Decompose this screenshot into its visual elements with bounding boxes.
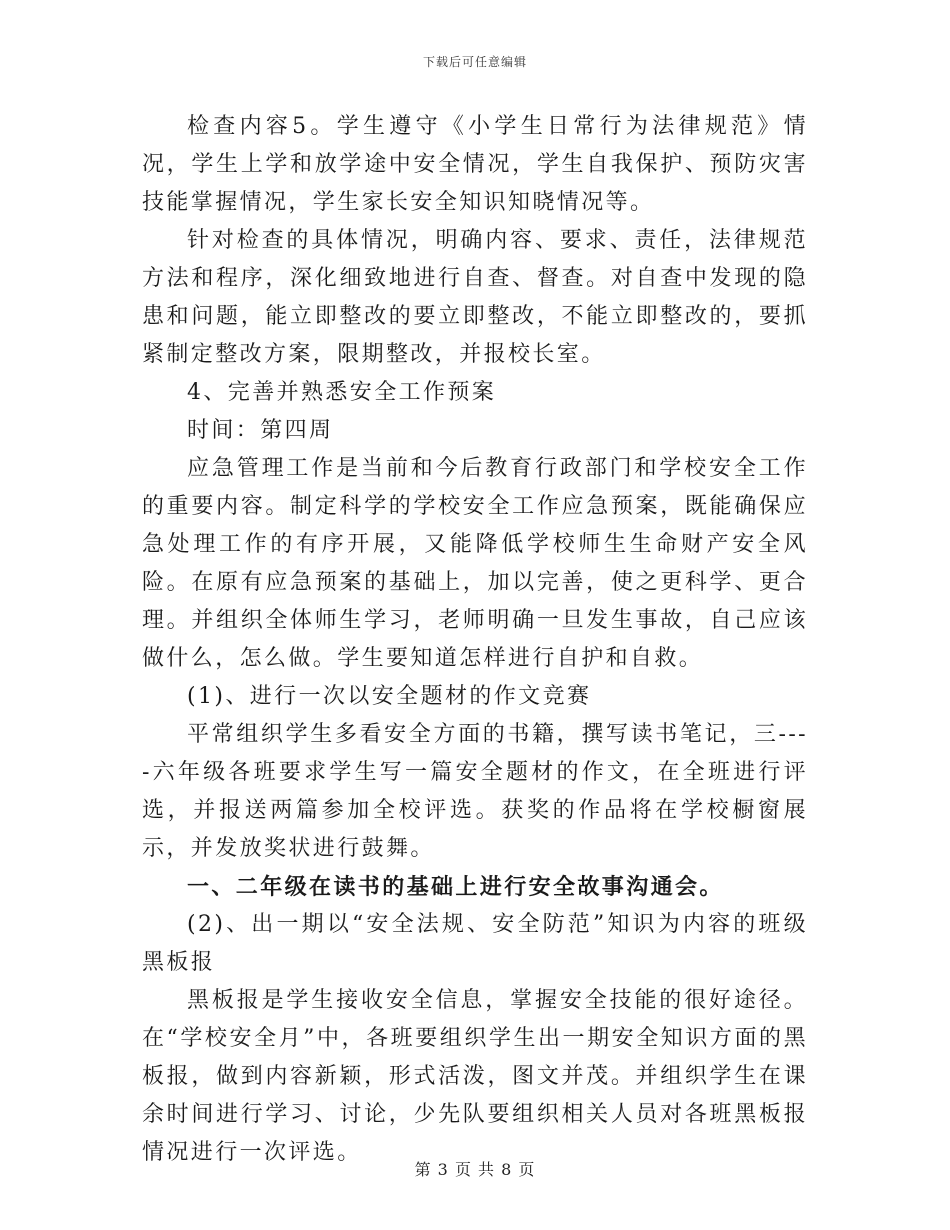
heading-essay-contest: (1)、进行一次以安全题材的作文竞赛: [187, 684, 592, 709]
header-note: 下载后可任意编辑: [422, 55, 527, 69]
paragraph-self-inspection: 针对检查的具体情况，明确内容、要求、责任，法律规范方法和程序，深化细致地进行自查、督查。对自查中发现的隐患和问题，能立即整改的要立即整改，不能立即整改的，要抓紧制定整改方案，限期整改，并报校长室。: [142, 228, 808, 367]
heading-emergency-plan: 4、完善并熟悉安全工作预案: [187, 380, 497, 405]
page-number: 第 3 页 共 8 页: [414, 1160, 536, 1179]
paragraph-reading-notes: 平常组织学生多看安全方面的书籍，撰写读书笔记，三----六年级各班要求学生写一篇安全题材的作文，在全班进行评选，并报送两篇参加全校评选。获奖的作品将在学校橱窗展示，并发放奖状进行鼓舞。: [142, 722, 808, 861]
paragraph-story-meeting: 一、二年级在读书的基础上进行安全故事沟通会。: [187, 874, 724, 900]
paragraph-emergency-management: 应急管理工作是当前和今后教育行政部门和学校安全工作的重要内容。制定科学的学校安全工作应急预案，既能确保应急处理工作的有序开展，又能降低学校师生生命财产安全风险。在原有应急预案的基础上，加以完善，使之更科学、更合理。并组织全体师生学习，老师明确一旦发生事故，自己应该做什么，怎么做。学生要知道怎样进行自护和自救。: [142, 456, 808, 671]
paragraph-inspection-content: 检查内容5。学生遵守《小学生日常行为法律规范》情况，学生上学和放学途中安全情况，学生自我保护、预防灾害技能掌握情况，学生家长安全知识知晓情况等。: [142, 114, 808, 215]
heading-blackboard: (2)、出一期以“安全法规、安全防范”知识为内容的班级黑板报: [142, 912, 808, 975]
paragraph-time: 时间：第四周: [187, 418, 334, 443]
document-body: [142, 108, 808, 1172]
paragraph-blackboard: 黑板报是学生接收安全信息，掌握安全技能的很好途径。在“学校安全月”中，各班要组织学生出一期安全知识方面的黑板报，做到内容新颖，形式活泼，图文并茂。并组织学生在课余时间进行学习、讨论，少先队要组织相关人员对各班黑板报情况进行一次评选。: [142, 988, 808, 1165]
